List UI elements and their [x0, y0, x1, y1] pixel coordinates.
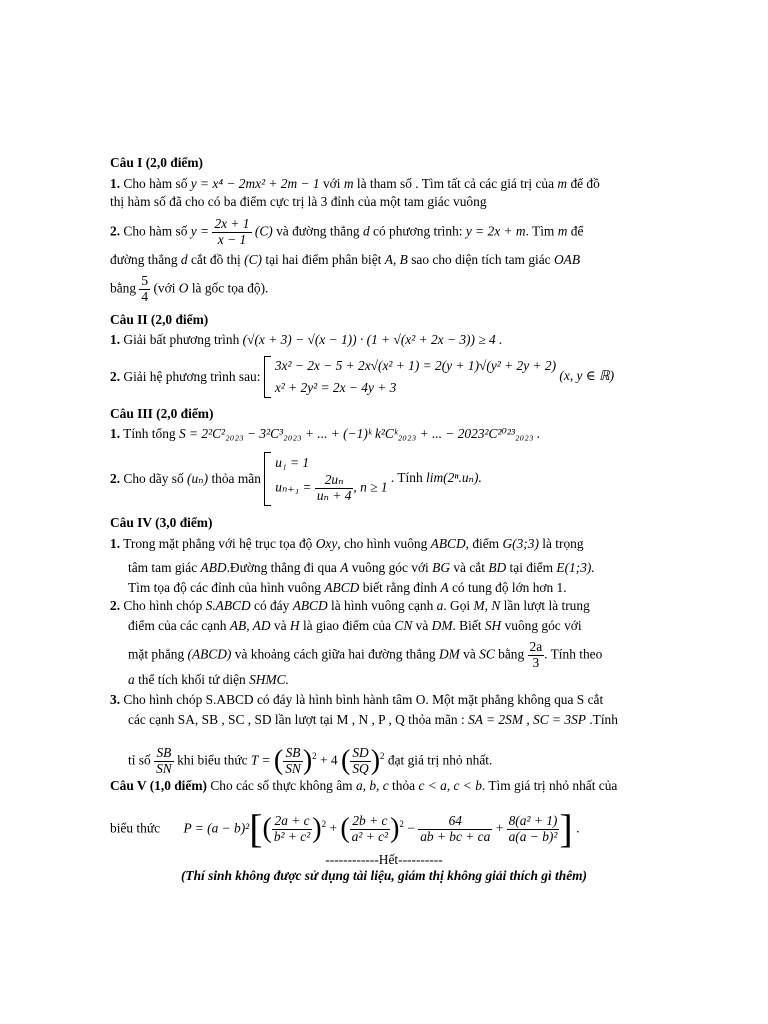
question-4-1-cont2: Tìm tọa độ các đỉnh của hình vuông ABCD biết rằng đỉnh A có tung độ lớn hơn 1. — [128, 580, 567, 595]
question-3-2: 2. Cho dãy số (uₙ) thỏa mãn u₁ = 1 uₙ₊₁ = $\frac{\text{2uₙ}}{\text{uₙ + 4}}$ , n ≥ 1 . Tính lim(2ⁿ.uₙ). — [110, 452, 710, 506]
question-4-3-cont2: tỉ số $\frac{SB}{SN}$ khi biểu thức T = ( $\frac{SB}{SN}$ )$^2$ + 4 ( $\frac{SD}{SQ}$ )$^2$ đạt giá trị nhỏ nhất. — [128, 745, 493, 777]
question-4-1-cont: tâm tam giác ABD.Đường thẳng đi qua A vuông góc với BG và cắt BD tại điểm E(1;3). — [128, 560, 595, 575]
section-5-heading: Câu V (1,0 điểm) Cho các số thực không âm a, b, c thỏa c < a, c < b. Tìm giá trị nhỏ nhất của — [110, 778, 618, 793]
question-4-2-cont: điểm của các cạnh AB, AD và H là giao điểm của CN và DM. Biết SH vuông góc với — [128, 618, 582, 633]
question-4-3-cont: các cạnh SA, SB , SC , SD lần lượt tại M , N , P , Q thỏa mãn : SA = 2SM , SC = 3SP .Tính — [128, 712, 618, 727]
question-1-2: 2. Cho hàm số y = $\frac{2x + 1}{x - 1}$ (C) và đường thẳng d có phương trình: y = 2x + m. Tìm m để — [110, 216, 584, 247]
question-4-3: 3. Cho hình chóp S.ABCD có đáy là hình bình hành tâm O. Một mặt phẳng không qua S cắt — [110, 692, 604, 707]
footer-note: (Thí sinh không được sử dụng tài liệu, giám thị không giải thích gì thêm) — [180, 868, 588, 883]
question-1-1-cont: thị hàm số đã cho có ba điểm cực trị là 3 đỉnh của một tam giác vuông — [110, 194, 487, 209]
question-1-2-cont: đường thẳng d cắt đồ thị (C) tại hai điểm phân biệt A, B sao cho diện tích tam giác OAB — [110, 252, 581, 267]
question-4-2-cont3: a thể tích khối tứ diện SHMC. — [128, 672, 289, 687]
fraction: $\frac{5}{4}$ — [141, 273, 149, 304]
question-2-2: 2. Giải hệ phương trình sau: 3x² − 2x − 5 + 2x√(x² + 1) = 2(y + 1)√(y² + 2y + 2) x² + 2y² = 2x − 4y + 3 (x, y ∈ ℝ) — [110, 356, 710, 398]
question-4-2-cont2: mặt phẳng (ABCD) và khoảng cách giữa hai đường thẳng DM và SC bằng $\frac{2a}{3}$ . Tính theo — [128, 639, 603, 670]
equation-system: 3x² − 2x − 5 + 2x√(x² + 1) = 2(y + 1)√(y² + 2y + 2) x² + 2y² = 2x − 4y + 3 — [274, 358, 557, 395]
fraction: $\frac{2a}{3}$ — [529, 639, 543, 670]
question-4-1: 1. Trong mặt phẳng với hệ trục tọa độ Oxy, cho hình vuông ABCD, điểm G(3;3) là trọng — [110, 536, 584, 551]
question-3-1: 1. Tính tổng S = 2²C²₂₀₂₃ − 3²C³₂₀₂₃ + ... + (−1)ᵏ k²Cᵏ₂₀₂₃ + ... − 2023²C²⁰²³₂₀₂₃ . — [110, 426, 541, 441]
question-1-2-cont2: bằng $\frac{5}{4}$ (với O là gốc tọa độ). — [110, 273, 269, 304]
end-marker: ------------Hết---------- — [325, 852, 443, 867]
sequence-definition: u₁ = 1 uₙ₊₁ = $\frac{\text{2uₙ}}{\text{uₙ + 4}}$ , n ≥ 1 — [275, 454, 388, 503]
section-1-heading: Câu I (2,0 điểm) — [110, 155, 203, 170]
fraction: $\frac{2x + 1}{x - 1}$ — [214, 216, 250, 247]
brace — [264, 356, 271, 398]
section-3-heading: Câu III (2,0 điểm) — [110, 406, 214, 421]
question-1-1: 1. Cho hàm số y = x⁴ − 2mx² + 2m − 1 với m là tham số . Tìm tất cả các giá trị của m để đồ — [110, 176, 600, 191]
question-5-expression: biểu thức P = (a − b)²[( $\frac{2a + c}{\text{b² + c²}}$ )$^2$ + ( $\frac{2b + c}{\text{a² + c²}}$ )$^2$ − $\frac{64}{ab + bc + ca}$ + $\frac{\text{8(a² + 1)}}{\text{a(a − b)²}}$ ] . — [110, 806, 580, 852]
section-4-heading: Câu IV (3,0 điểm) — [110, 515, 213, 530]
question-2-1: 1. Giải bất phương trình (√(x + 3) − √(x − 1)) · (1 + √(x² + 2x − 3)) ≥ 4 . — [110, 332, 503, 347]
brace — [264, 452, 271, 506]
section-2-heading: Câu II (2,0 điểm) — [110, 312, 209, 327]
question-4-2: 2. Cho hình chóp S.ABCD có đáy ABCD là hình vuông cạnh a. Gọi M, N lần lượt là trung — [110, 598, 590, 613]
fraction: $\frac{SB}{SN}$ — [156, 745, 172, 776]
